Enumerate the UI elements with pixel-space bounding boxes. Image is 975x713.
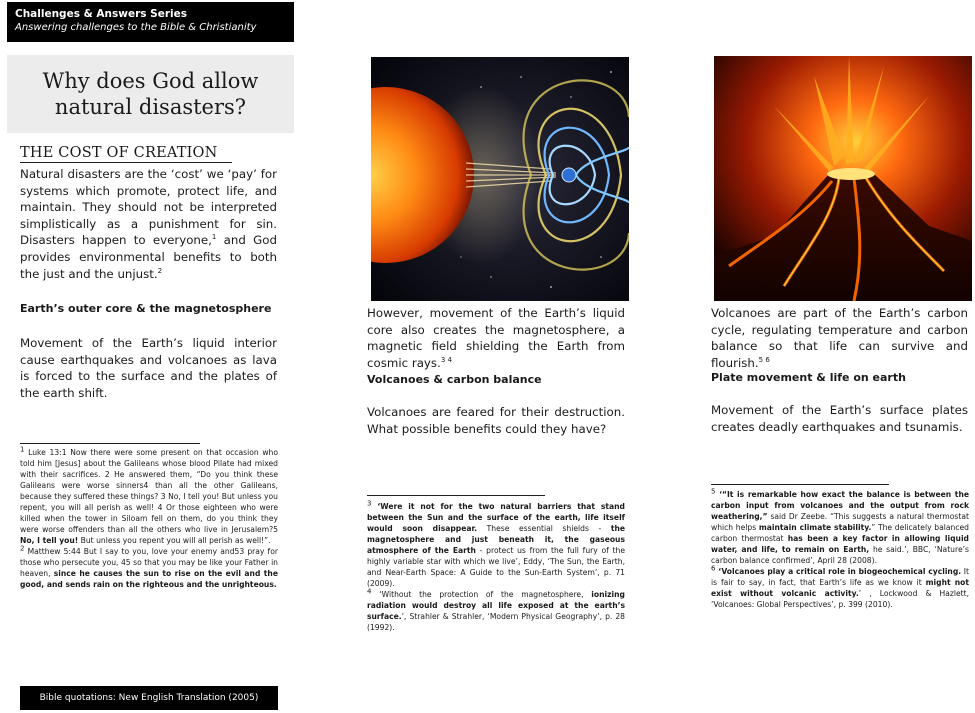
paragraph-plate-movement: Movement of the Earth’s surface plates creates deadly earthquakes and tsunamis. <box>711 403 968 434</box>
series-title: Challenges & Answers Series <box>15 8 188 20</box>
intro-paragraph: Natural disasters are the ‘cost’ we ‘pay’ for systems which promote, protect life, and maintain. They should not be interpreted simplistically as a punishment for sin. Disasters happen to everyone,$^1$ and God provides environmental benefits to both the just and the unjust.$^2$ <box>20 167 277 281</box>
footnote-3: $^3$ ‘Were it not for the two natural barriers that stand between the Sun and the surface of the earth, life itself would soon disappear. These essential shields - the magnetosphere and just beneath it, the gaseous atmosphere of the Earth - protect us from the full fury of the highly variable star with which we live’, Eddy, ‘The Sun, the Earth, and Near-Earth Space: A Guide to the Sun-Earth System’, p. 71 (2009). <box>367 499 626 588</box>
section-title: THE COST OF CREATION <box>20 145 232 163</box>
footnote-divider <box>20 443 200 444</box>
footnotes-col2 <box>367 501 625 633</box>
footnote-6: $^6$ ‘Volcanoes play a critical role in biogeochemical cycling. It is fair to say, in fact, that Earth’s life as we know it might not exist without volcanic activity.’ , Lockwood & Hazlett, ‘Volcanoes: Global Perspectives’, p. 399 (2010). <box>711 564 969 609</box>
volcano-image <box>714 56 972 301</box>
footnotes-col1 <box>20 447 278 590</box>
caption-magnetosphere: However, movement of the Earth’s liquid core also creates the magnetosphere, a magnetic field shielding the Earth from cosmic rays.$^{3 4}$ <box>367 306 625 370</box>
series-banner <box>7 2 294 42</box>
footnote-1: $^1$ Luke 13:1 Now there were some present on that occasion who told him [Jesus] about the Galileans whose blood Pilate had mixed with their sacrifices. 2 He answered them, “Do you think these Galileans were worse sinners4 than all the other Galileans, because they suffered these things? 3 No, I tell you! But unless you repent, you will all perish as well! 4 Or those eighteen who were killed when the tower in Siloam fell on them, do you think they were worse offenders than all the others who live in Jerusalem?5 No, I tell you! But unless you repent you will all perish as well!”. <box>20 445 278 545</box>
footnote-4: $^4$ ‘Without the protection of the magnetosphere, ionizing radiation would destroy all life exposed at the earth’s surface.’, Strahler & Strahler, ‘Modern Physical Geography’, p. 28 (1992). <box>367 587 625 632</box>
series-subtitle: Answering challenges to the Bible & Christianity <box>15 22 257 33</box>
page-title: Why does God allow natural disasters? <box>42 69 259 119</box>
sun-earth-image <box>371 57 629 301</box>
question-box <box>7 55 294 133</box>
bible-translation-note: Bible quotations: New English Translation (2005) <box>20 686 278 710</box>
footnote-5: $^5$ ‘“It is remarkable how exact the balance is between the carbon input from volcanoes and the output from rock weathering,” said Dr Zeebe. “This suggests a natural thermostat which helps maintain climate stability.” The delicately balanced carbon thermostat has been a key factor in allowing liquid water, and life, to remain on Earth, he said.’, BBC, ‘Nature’s carbon balance confirmed’, April 28 (2008). <box>711 487 969 565</box>
heading-plate-movement: Plate movement & life on earth <box>711 371 906 384</box>
heading-magnetosphere: Earth’s outer core & the magnetosphere <box>20 302 272 315</box>
magnetosphere-illustration <box>371 57 629 301</box>
footnotes-col3 <box>711 489 969 610</box>
footnote-divider-col3 <box>711 484 889 485</box>
footnote-divider-col2 <box>367 495 545 496</box>
caption-volcano: Volcanoes are part of the Earth’s carbon cycle, regulating temperature and carbon balance so that life can survive and flourish.$^{5 6}$ <box>711 306 968 370</box>
footnote-2: $^2$ Matthew 5:44 But I say to you, love your enemy and53 pray for those who persecute you, 45 so that you may be like your Father in heaven, since he causes the sun to rise on the evil and the good, and sends rain on the righteous and the unrighteous. <box>20 544 278 589</box>
paragraph-carbon-balance: Volcanoes are feared for their destruction. What possible benefits could they have? <box>367 405 625 436</box>
heading-carbon-balance: Volcanoes & carbon balance <box>367 373 542 386</box>
volcano-illustration <box>714 56 972 301</box>
paragraph-magnetosphere: Movement of the Earth’s liquid interior cause earthquakes and volcanoes as lava is forced to the surface and the plates of the earth shift. <box>20 336 277 400</box>
